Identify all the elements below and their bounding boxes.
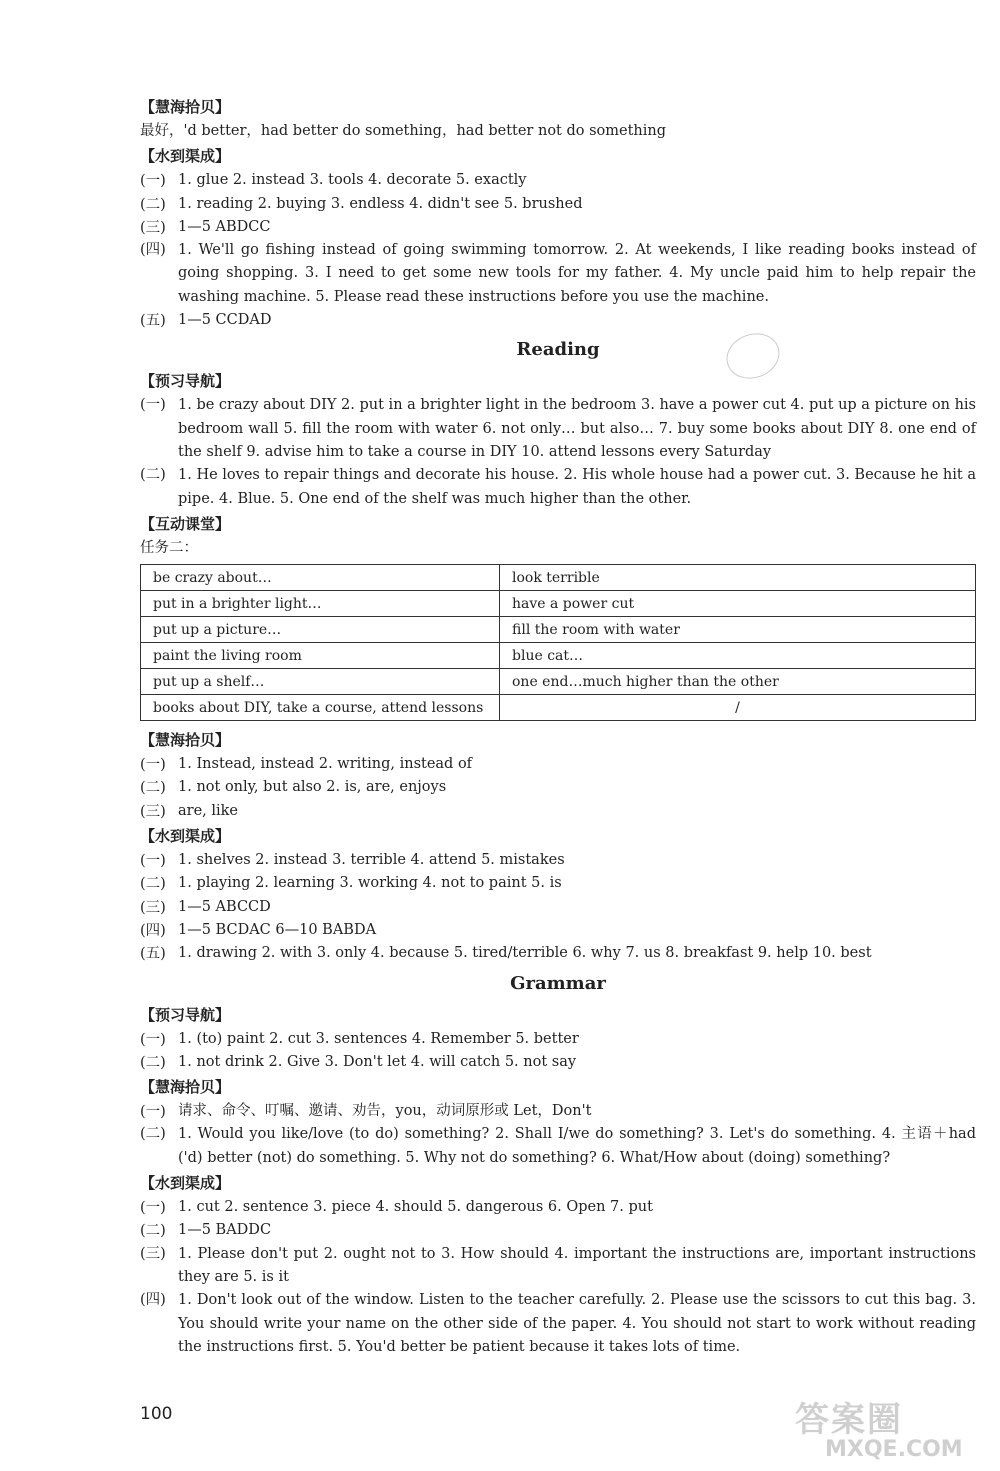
table-row	[141, 565, 976, 591]
item-text: 1—5 CCDAD	[178, 312, 272, 329]
item-label: (二)	[140, 1126, 166, 1143]
item-text: 1. drawing 2. with 3. only 4. because 5. tired/terrible 6. why 7. us 8. breakfast 9. help 10. best	[178, 945, 872, 962]
grammar-title: Grammar	[510, 972, 606, 994]
table-cell: paint the living room	[141, 643, 500, 669]
table-row	[141, 643, 976, 669]
table-cell: look terrible	[500, 565, 976, 591]
item-text: 1. cut 2. sentence 3. piece 4. should 5. dangerous 6. Open 7. put	[178, 1199, 653, 1216]
answer-item	[140, 1051, 976, 1074]
item-label: (五)	[140, 313, 166, 330]
item-label: (五)	[140, 946, 166, 963]
answer-item	[140, 942, 976, 965]
answer-item	[140, 464, 976, 511]
answer-content	[140, 94, 976, 1359]
table-cell: books about DIY, take a course, attend lessons	[141, 695, 500, 721]
answer-item	[140, 849, 976, 872]
answer-item	[140, 216, 976, 239]
section-heading: 【水到渠成】	[140, 1174, 231, 1193]
section-heading: 【慧海拾贝】	[140, 1078, 231, 1097]
item-label: (一)	[140, 1104, 166, 1121]
section-heading: 【水到渠成】	[140, 147, 231, 166]
item-text: 1. Please don't put 2. ought not to 3. How should 4. important the instructions are, important instructions they are 5. is it	[178, 1245, 976, 1285]
answer-item	[140, 193, 976, 216]
item-label: (二)	[140, 1223, 166, 1240]
item-label: (四)	[140, 1292, 166, 1309]
item-text: 1. Would you like/love (to do) something? 2. Shall I/we do something? 3. Let's do something. 4. 主语＋had ('d) better (not) do something. 5. Why not do something? 6. What/How about (doing) something?	[178, 1126, 976, 1166]
watermark-url: MXQE.COM	[825, 1437, 963, 1462]
item-label: (二)	[140, 1054, 166, 1071]
item-text: 1—5 ABCCD	[178, 898, 271, 915]
answer-item	[140, 1100, 976, 1123]
answer-line: 最好，'d better，had better do something，had better not do something	[140, 123, 667, 139]
answer-item	[140, 1289, 976, 1359]
table-cell: have a power cut	[500, 591, 976, 617]
item-text: 1. Instead, instead 2. writing, instead of	[178, 756, 473, 773]
item-text: 1. Don't look out of the window. Listen to the teacher carefully. 2. Please use the scissors to cut this bag. 3. You should write your name on the other side of the paper. 4. You should not start to work without reading the instructions first. 5. You'd better be patient because it takes lots of time.	[178, 1292, 976, 1355]
item-label: (一)	[140, 173, 166, 190]
table-row	[141, 617, 976, 643]
table-row	[141, 591, 976, 617]
item-text: 1—5 BADDC	[178, 1222, 272, 1239]
item-text: are, like	[178, 802, 239, 819]
table-cell: put up a picture…	[141, 617, 500, 643]
item-text: 1. glue 2. instead 3. tools 4. decorate 5. exactly	[178, 172, 527, 189]
item-label: (四)	[140, 242, 166, 259]
answer-item	[140, 394, 976, 464]
section-heading: 【慧海拾贝】	[140, 98, 231, 116]
item-text: 1. He loves to repair things and decorate his house. 2. His whole house had a power cut. 3. Because he hit a pipe. 4. Blue. 5. One end of the shelf was much higher than the other.	[178, 467, 976, 507]
item-label: (一)	[140, 853, 166, 870]
reading-title: Reading	[516, 339, 600, 361]
item-label: (一)	[140, 1200, 166, 1217]
item-text: 1. (to) paint 2. cut 3. sentences 4. Remember 5. better	[178, 1030, 579, 1047]
section-heading: 【水到渠成】	[140, 827, 231, 846]
item-label: (二)	[140, 196, 166, 213]
answer-item	[140, 753, 976, 776]
item-label: (一)	[140, 397, 166, 414]
item-text: 1. playing 2. learning 3. working 4. not to paint 5. is	[178, 875, 562, 892]
item-label: (三)	[140, 899, 166, 916]
answer-item	[140, 1123, 976, 1170]
item-label: (二)	[140, 876, 166, 893]
item-label: (一)	[140, 757, 166, 774]
table-cell: put up a shelf…	[141, 669, 500, 695]
item-label: (三)	[140, 219, 166, 236]
table-cell: be crazy about…	[141, 565, 500, 591]
answer-item	[140, 1196, 976, 1219]
answer-item	[140, 896, 976, 919]
table-row	[141, 669, 976, 695]
watermark-logo	[795, 1392, 980, 1467]
item-label: (一)	[140, 1031, 166, 1048]
section-heading: 【预习导航】	[140, 372, 231, 391]
item-label: (二)	[140, 467, 166, 484]
item-label: (四)	[140, 922, 166, 939]
answer-item	[140, 776, 976, 799]
answer-item	[140, 169, 976, 192]
item-label: (三)	[140, 803, 166, 820]
watermark-text: 答案圈	[795, 1400, 903, 1440]
item-text: 1—5 BCDAC 6—10 BABDA	[178, 921, 377, 938]
page-number: 100	[140, 1404, 173, 1424]
answer-item	[140, 239, 976, 309]
item-text: 1. We'll go fishing instead of going swimming tomorrow. 2. At weekends, I like reading books instead of going shopping. 3. I need to get some new tools for my father. 4. My uncle paid him to help repair the washing machine. 5. Please read these instructions before you use the machine.	[178, 242, 976, 305]
item-text: 1. not drink 2. Give 3. Don't let 4. will catch 5. not say	[178, 1053, 577, 1070]
answer-item	[140, 919, 976, 942]
answer-item	[140, 872, 976, 895]
task-label: 任务二：	[140, 539, 198, 556]
answer-item	[140, 309, 976, 332]
answer-table	[140, 564, 976, 721]
item-text: 1. not only, but also 2. is, are, enjoys	[178, 779, 447, 796]
item-text: 1. shelves 2. instead 3. terrible 4. attend 5. mistakes	[178, 852, 565, 869]
answer-item	[140, 800, 976, 823]
section-heading: 【互动课堂】	[140, 514, 231, 533]
table-cell: one end…much higher than the other	[500, 669, 976, 695]
answer-item	[140, 1028, 976, 1051]
item-text: 1. reading 2. buying 3. endless 4. didn't see 5. brushed	[178, 195, 583, 212]
table-cell: blue cat…	[500, 643, 976, 669]
table-cell: put in a brighter light…	[141, 591, 500, 617]
item-label: (二)	[140, 780, 166, 797]
table-cell: /	[500, 695, 976, 721]
section-heading: 【预习导航】	[140, 1005, 231, 1024]
table-row	[141, 695, 976, 721]
answer-item	[140, 1219, 976, 1242]
item-label: (三)	[140, 1245, 166, 1262]
item-text: 1. be crazy about DIY 2. put in a brighter light in the bedroom 3. have a power cut 4. put up a picture on his bedroom wall 5. fill the room with water 6. not only… but also… 7. buy some books about DIY 8. one end of the shelf 9. advise him to take a course in DIY 10. attend lessons every Saturday	[178, 397, 976, 460]
item-text: 1—5 ABDCC	[178, 218, 271, 235]
answer-item	[140, 1243, 976, 1290]
section-heading: 【慧海拾贝】	[140, 731, 231, 750]
item-text: 请求、命令、叮嘱、邀请、劝告，you，动词原形或 Let，Don't	[178, 1103, 592, 1120]
table-cell: fill the room with water	[500, 617, 976, 643]
